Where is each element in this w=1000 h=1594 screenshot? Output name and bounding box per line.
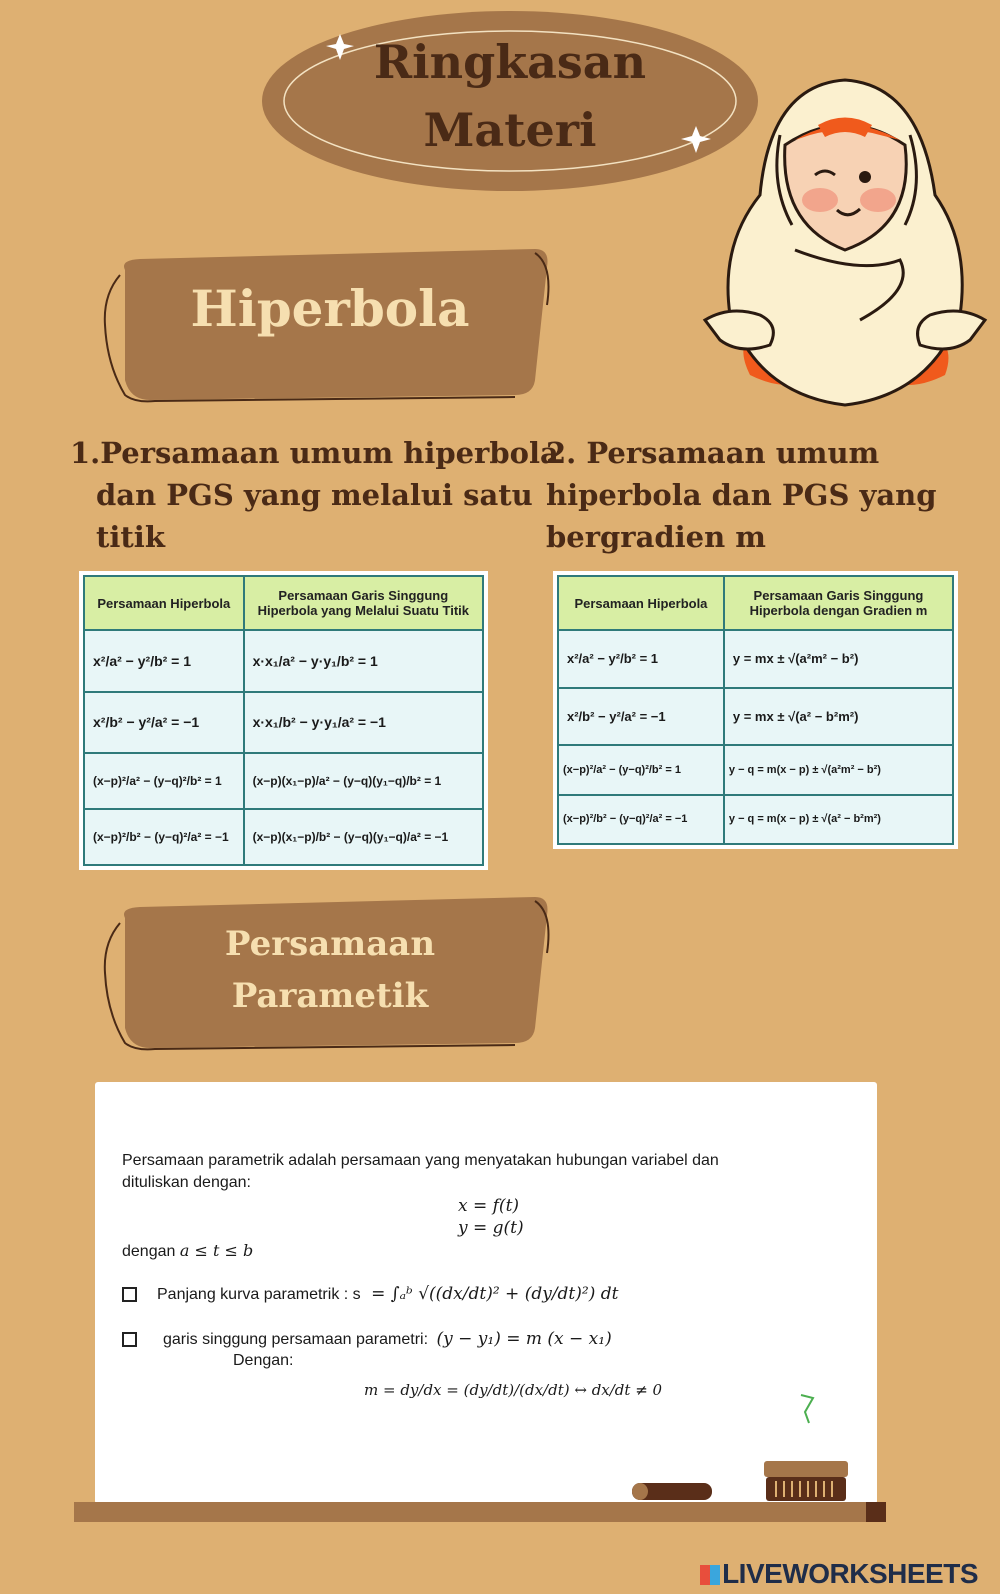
table-cell: (x−p)²/a² − (y−q)²/b² = 1	[84, 753, 244, 809]
table-cell: x·x₁/a² − y·y₁/b² = 1	[244, 630, 483, 692]
chalk-and-eraser	[630, 1455, 860, 1505]
table-cell: (x−p)(x₁−p)/b² − (y−q)(y₁−q)/a² = −1	[244, 809, 483, 865]
table-header: Persamaan Hiperbola	[558, 576, 724, 630]
equation-x: x = f(t)	[458, 1196, 520, 1216]
checkbox-icon	[122, 1287, 137, 1302]
table-row	[558, 688, 953, 746]
table-row	[84, 692, 483, 754]
chalk-mark-icon	[797, 1392, 817, 1426]
section-title-parametik-line-1: Persamaan	[224, 924, 436, 964]
list-item	[122, 1284, 618, 1304]
table-cell: x²/a² − y²/b² = 1	[84, 630, 244, 692]
table-cell: (x−p)²/a² − (y−q)²/b² = 1	[558, 745, 724, 794]
domain-line	[122, 1241, 253, 1261]
brand-text: LIVEWORKSHEETS	[722, 1558, 978, 1589]
table-tangent-through-point	[79, 571, 488, 870]
arc-length-formula: = ∫ₐᵇ √((dx/dt)² + (dy/dt)²) dt	[371, 1284, 619, 1304]
liveworksheets-logo[interactable]	[700, 1558, 978, 1590]
checkbox-icon	[122, 1332, 137, 1347]
board-intro-line-2: dituliskan dengan:	[122, 1174, 251, 1191]
dengan-label: Dengan:	[233, 1352, 294, 1369]
hijab-girl-illustration	[700, 75, 990, 410]
table-header: Persamaan Hiperbola	[84, 576, 244, 630]
title-line-2: Materi	[423, 103, 597, 157]
table-row	[558, 795, 953, 844]
heading-2-line-3: bergradien m	[546, 520, 766, 554]
board-ledge-end	[866, 1502, 886, 1522]
heading-2-line-2: hiperbola dan PGS yang	[546, 478, 937, 512]
arc-length-label: Panjang kurva parametrik : s	[157, 1286, 361, 1303]
heading-1-line-2: dan PGS yang melalui satu	[96, 478, 533, 512]
table-header: Persamaan Garis Singgung Hiperbola yang Melalui Suatu Titik	[244, 576, 483, 630]
table-header: Persamaan Garis Singgung Hiperbola dengan Gradien m	[724, 576, 953, 630]
table-row	[84, 630, 483, 692]
table-cell: y − q = m(x − p) ± √(a²m² − b²)	[724, 745, 953, 794]
table-row	[84, 753, 483, 809]
table-row	[558, 630, 953, 688]
tangent-formula: (y − y₁) = m (x − x₁)	[436, 1329, 612, 1349]
board-intro-line-1: Persamaan parametrik adalah persamaan yang menyatakan hubungan variabel dan	[122, 1152, 719, 1169]
section-title-parametik-line-2: Parametik	[231, 976, 429, 1016]
table-row	[558, 745, 953, 794]
table-cell: (x−p)(x₁−p)/a² − (y−q)(y₁−q)/b² = 1	[244, 753, 483, 809]
heading-1-line-3: titik	[96, 520, 165, 554]
section-title-hiperbola: Hiperbola	[190, 279, 470, 338]
table-cell: (x−p)²/b² − (y−q)²/a² = −1	[84, 809, 244, 865]
table-cell: (x−p)²/b² − (y−q)²/a² = −1	[558, 795, 724, 844]
table-cell: x²/a² − y²/b² = 1	[558, 630, 724, 688]
table-cell: y = mx ± √(a²m² − b²)	[724, 630, 953, 688]
table-cell: y = mx ± √(a² − b²m²)	[724, 688, 953, 746]
board-ledge	[74, 1502, 886, 1522]
list-item	[122, 1329, 612, 1349]
table-cell: x·x₁/b² − y·y₁/a² = −1	[244, 692, 483, 754]
logo-grid-icon	[700, 1565, 720, 1585]
domain-label: dengan	[122, 1243, 176, 1260]
table-tangent-with-gradient	[553, 571, 958, 849]
table-cell: y − q = m(x − p) ± √(a² − b²m²)	[724, 795, 953, 844]
title-line-1: Ringkasan	[373, 35, 647, 89]
tangent-label: garis singgung persamaan parametri:	[163, 1331, 429, 1348]
table-cell: x²/b² − y²/a² = −1	[558, 688, 724, 746]
heading-2-line-1: 2. Persamaan umum	[546, 436, 880, 470]
equation-y: y = g(t)	[458, 1218, 524, 1238]
domain-expression: a ≤ t ≤ b	[179, 1241, 254, 1260]
table-cell: x²/b² − y²/a² = −1	[84, 692, 244, 754]
table-row	[84, 809, 483, 865]
heading-1-line-1: 1.Persamaan umum hiperbola	[70, 436, 559, 470]
gradient-formula: m = dy/dx = (dy/dt)/(dx/dt) ↔ dx/dt ≠ 0	[364, 1381, 663, 1399]
